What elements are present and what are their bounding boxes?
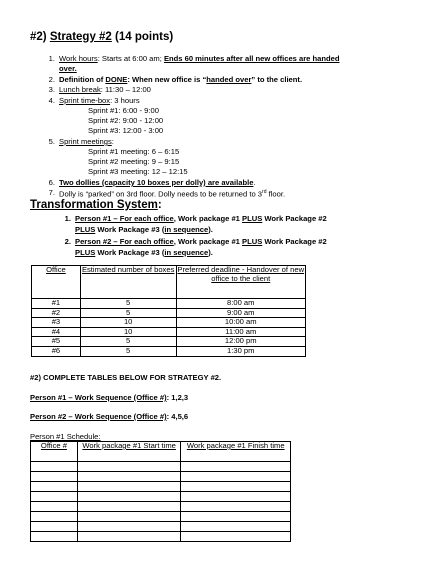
table-row xyxy=(31,472,291,482)
table-row xyxy=(32,346,306,356)
sprint-line: Sprint #1: 6:00 - 9:00 xyxy=(88,106,159,115)
table-row xyxy=(32,337,306,347)
item-continuation: over. xyxy=(59,64,77,73)
list-item xyxy=(48,137,114,147)
table-header-row xyxy=(31,442,291,462)
header-office xyxy=(32,266,81,299)
person-who: Person #2 – For each office xyxy=(75,237,174,246)
cell-boxes: 5 xyxy=(80,346,176,356)
item-end: ” to the client. xyxy=(251,75,303,84)
empty-cell[interactable] xyxy=(181,532,291,542)
table-row xyxy=(31,462,291,472)
item-text: . xyxy=(253,178,256,187)
table-row xyxy=(32,299,306,309)
table-row xyxy=(31,522,291,532)
list-item xyxy=(48,178,256,188)
sequence-value: : 1,2,3 xyxy=(166,393,189,402)
empty-cell[interactable] xyxy=(31,462,78,472)
item-number: 1. xyxy=(48,54,55,63)
person-plus: PLUS xyxy=(75,248,96,257)
item-number: 3. xyxy=(48,85,55,94)
person-mid: Work Package #3 ( xyxy=(95,248,165,257)
person-mid: Work Package #3 ( xyxy=(95,225,165,234)
item-end: floor. xyxy=(266,189,286,199)
cell-deadline: 1:30 pm xyxy=(176,346,306,356)
cell-deadline: 9:00 am xyxy=(176,308,306,318)
sequence-label: Person #2 – Work Sequence (Office #) xyxy=(30,412,167,421)
cell-deadline: 10:00 am xyxy=(176,318,306,328)
item-text: : 11:30 – 12:00 xyxy=(100,85,151,94)
header-boxes xyxy=(80,266,176,299)
cell-deadline: 11:00 am xyxy=(176,327,306,337)
table-row xyxy=(31,502,291,512)
table-row xyxy=(31,512,291,522)
person-plus: PLUS xyxy=(242,214,263,223)
sequence-value: : 4,5,6 xyxy=(166,412,189,421)
empty-cell[interactable] xyxy=(31,482,78,492)
empty-cell[interactable] xyxy=(77,472,181,482)
item-sup: rd xyxy=(262,189,267,195)
header-start xyxy=(77,442,181,462)
complete-heading: #2) COMPLETE TABLES BELOW FOR STRATEGY #2. xyxy=(30,373,222,382)
item-text: : 3 hours xyxy=(110,96,140,105)
heading-suffix: (14 points) xyxy=(111,31,174,43)
cell-boxes: 5 xyxy=(80,337,176,347)
item-number: 2. xyxy=(64,237,71,246)
header-text: Estimated number of boxes xyxy=(81,265,175,274)
empty-cell[interactable] xyxy=(77,532,181,542)
table-header-row xyxy=(32,266,306,299)
person-after: Work Package #2 xyxy=(262,214,327,223)
work-sequence-2 xyxy=(30,412,188,421)
person-item-line2 xyxy=(75,225,213,235)
transformation-colon: : xyxy=(157,199,162,211)
heading-prefix: #2) xyxy=(30,31,50,43)
meeting-line: Sprint #3 meeting: 12 – 12:15 xyxy=(88,167,188,176)
empty-cell[interactable] xyxy=(31,502,78,512)
empty-cell[interactable] xyxy=(181,492,291,502)
item-number: 2. xyxy=(48,75,55,84)
schedule-table xyxy=(30,441,291,542)
cell-office: #4 xyxy=(32,327,81,337)
empty-cell[interactable] xyxy=(181,522,291,532)
header-text: Work package #1 Finish time xyxy=(186,441,285,450)
sequence-label: Person #1 – Work Sequence (Office #) xyxy=(30,393,167,402)
empty-cell[interactable] xyxy=(31,472,78,482)
item-label: Work hours xyxy=(59,54,98,63)
item-label: Sprint meetings xyxy=(59,137,112,146)
cell-boxes: 5 xyxy=(80,308,176,318)
empty-cell[interactable] xyxy=(77,462,181,472)
transformation-title-text: Transformation System xyxy=(30,199,158,211)
item-underlined: handed over xyxy=(206,75,252,84)
header-office xyxy=(31,442,78,462)
person-end: ). xyxy=(208,225,213,234)
list-item xyxy=(48,54,340,64)
person-mid: , Work package #1 xyxy=(173,237,243,246)
person-sequence: in sequence xyxy=(164,248,209,257)
header-text: Office xyxy=(46,265,66,274)
person-item xyxy=(64,237,327,247)
cell-office: #2 xyxy=(32,308,81,318)
person-item xyxy=(64,214,327,224)
cell-deadline: 12:00 pm xyxy=(176,337,306,347)
header-text: Work package #1 Start time xyxy=(82,441,176,450)
table-row xyxy=(32,308,306,318)
table-row xyxy=(31,482,291,492)
empty-cell[interactable] xyxy=(181,502,291,512)
person-plus: PLUS xyxy=(75,225,96,234)
item-label: Sprint time-box xyxy=(59,96,111,105)
empty-cell[interactable] xyxy=(181,512,291,522)
empty-cell[interactable] xyxy=(181,482,291,492)
transformation-title xyxy=(30,199,162,211)
table-row xyxy=(31,532,291,542)
item-number: 7. xyxy=(48,188,55,197)
empty-cell[interactable] xyxy=(77,522,181,532)
empty-cell[interactable] xyxy=(31,492,78,502)
person-mid: , Work package #1 xyxy=(173,214,243,223)
empty-cell[interactable] xyxy=(77,512,181,522)
list-item xyxy=(48,85,151,95)
cell-deadline: 8:00 am xyxy=(176,299,306,309)
item-number: 5. xyxy=(48,137,55,146)
cell-boxes: 10 xyxy=(80,327,176,337)
empty-cell[interactable] xyxy=(77,482,181,492)
table-row xyxy=(32,318,306,328)
list-item xyxy=(48,96,140,106)
heading-title: Strategy #2 xyxy=(49,31,112,43)
meeting-line: Sprint #1 meeting: 6 – 6:15 xyxy=(88,147,180,156)
empty-cell[interactable] xyxy=(31,512,78,522)
cell-office: #6 xyxy=(32,346,81,356)
item-label: Two dollies (capacity 10 boxes per dolly) are available xyxy=(59,178,254,187)
table-row xyxy=(32,327,306,337)
person-end: ). xyxy=(208,248,213,257)
person-plus: PLUS xyxy=(242,237,263,246)
item-number: 1. xyxy=(64,214,71,223)
person-who: Person #1 – For each office xyxy=(75,214,174,223)
cell-office: #3 xyxy=(32,318,81,328)
cell-office: #5 xyxy=(32,337,81,347)
empty-cell[interactable] xyxy=(31,532,78,542)
cell-boxes: 5 xyxy=(80,299,176,309)
meeting-line: Sprint #2 meeting: 9 – 9:15 xyxy=(88,157,180,166)
item-number: 4. xyxy=(48,96,55,105)
empty-cell[interactable] xyxy=(181,462,291,472)
section-heading xyxy=(30,31,173,43)
person-sequence: in sequence xyxy=(164,225,209,234)
item-text: Dolly is “parked” on 3rd floor. Dolly needs to be returned to 3 xyxy=(59,189,263,199)
sprint-line: Sprint #3: 12:00 - 3:00 xyxy=(88,126,164,135)
header-finish xyxy=(181,442,291,462)
item-bold-text: Ends 60 minutes after all new offices are handed xyxy=(163,54,340,63)
empty-cell[interactable] xyxy=(77,502,181,512)
empty-cell[interactable] xyxy=(31,522,78,532)
header-text: Office # xyxy=(40,441,67,450)
schedule-title: Person #1 Schedule: xyxy=(30,432,101,441)
item-label: Lunch break xyxy=(59,85,101,94)
cell-office: #1 xyxy=(32,299,81,309)
header-deadline xyxy=(176,266,306,299)
item-text: : When new office is “ xyxy=(127,75,207,84)
cell-boxes: 10 xyxy=(80,318,176,328)
empty-cell[interactable] xyxy=(181,472,291,482)
header-text: Preferred deadline - Handover of new office to the client xyxy=(177,265,305,283)
person-item-line2 xyxy=(75,248,213,258)
item-label: Definition of DONE xyxy=(59,75,128,84)
item-text: : xyxy=(111,137,114,146)
list-item xyxy=(48,75,303,85)
item-number: 6. xyxy=(48,178,55,187)
list-item xyxy=(48,188,286,199)
office-table xyxy=(31,265,306,357)
work-sequence-1 xyxy=(30,393,188,402)
table-row xyxy=(31,492,291,502)
item-text: : Starts at 6:00 am; xyxy=(97,54,164,63)
empty-cell[interactable] xyxy=(77,492,181,502)
sprint-line: Sprint #2: 9:00 - 12:00 xyxy=(88,116,164,125)
person-after: Work Package #2 xyxy=(262,237,327,246)
